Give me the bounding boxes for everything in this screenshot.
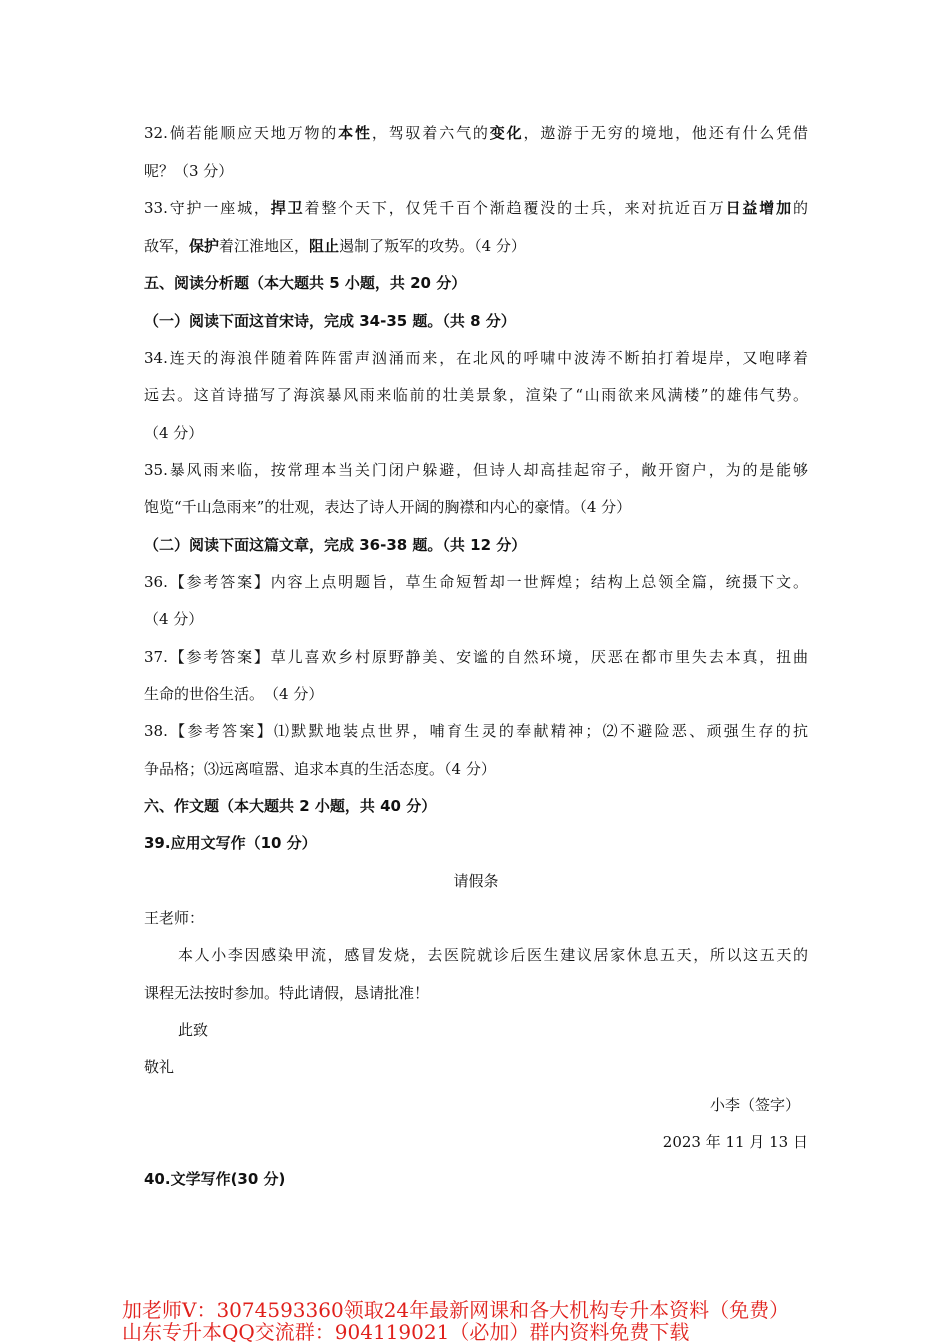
bold-term: 日益增加 (725, 199, 793, 217)
subsection-2-heading: （二）阅读下面这篇文章，完成 36-38 题。（共 12 分） (144, 536, 527, 554)
q34-line1: 34.连天的海浪伴随着阵阵雷声汹涌而来，在北风的呼啸中波涛不断拍打着堤岸，又咆哮着 (144, 349, 808, 367)
text: 的 (792, 199, 808, 217)
section-6-heading: 六、作文题（本大题共 2 小题，共 40 分） (144, 797, 437, 815)
letter-closing-1: 此致 (178, 1021, 209, 1039)
letter-salutation: 王老师： (144, 909, 205, 927)
text: 32.倘若能顺应天地万物的 (144, 124, 339, 142)
q33-line2 (144, 236, 808, 256)
bold-term: 变化 (489, 124, 524, 142)
q34-line2: 远去。这首诗描写了海滨暴风雨来临前的壮美景象，渲染了“山雨欲来风满楼”的雄伟气势。 (144, 386, 808, 404)
letter-body-line1: 本人小李因感染甲流，感冒发烧，去医院就诊后医生建议居家休息五天，所以这五天的 (178, 946, 808, 964)
text: ，遨游于无穷的境地，他还有什么凭借 (523, 124, 808, 142)
bold-term: 阻止 (309, 237, 340, 255)
q32-line1 (144, 123, 808, 143)
bold-term: 捍卫 (270, 199, 305, 217)
footer-ad-line2: 山东专升本QQ交流群：904119021（必加）群内资料免费下载 (122, 1320, 690, 1344)
letter-signature: 小李（签字） (709, 1096, 800, 1114)
q36-line1: 36.【参考答案】内容上点明题旨，草生命短暂却一世辉煌；结构上总领全篇，统摄下文。 (144, 573, 808, 591)
q37-line1: 37.【参考答案】草儿喜欢乡村原野静美、安谧的自然环境，厌恶在都市里失去本真，扭曲 (144, 648, 808, 666)
q35-line2: 饱览“千山急雨来”的壮观，表达了诗人开阔的胸襟和内心的豪情。（4 分） (144, 498, 632, 516)
text: ，驾驭着六气的 (371, 124, 490, 142)
subsection-1-heading: （一）阅读下面这首宋诗，完成 34-35 题。（共 8 分） (144, 312, 516, 330)
q33-line1 (144, 198, 808, 218)
q37-line2: 生命的世俗生活。 （4 分） (144, 685, 324, 703)
q36-line2: （4 分） (144, 610, 204, 628)
q40-heading: 40.文学写作(30 分) (144, 1170, 286, 1188)
text: 着整个天下，仅凭千百个渐趋覆没的士兵，来对抗近百万 (304, 199, 726, 217)
text: 33.守护一座城， (144, 199, 271, 217)
text: 遏制了叛军的攻势。（4 分） (339, 237, 526, 255)
q32-line2: 呢？（3 分） (144, 162, 234, 180)
q38-line1: 38.【参考答案】⑴默默地装点世界，哺育生灵的奉献精神；⑵不避险恶、顽强生存的抗 (144, 722, 808, 740)
letter-closing-2: 敬礼 (144, 1058, 175, 1076)
footer-ad-line1: 加老师V：3074593360领取24年最新网课和各大机构专升本资料（免费） (122, 1298, 790, 1322)
q38-line2: 争品格；⑶远离喧嚣、追求本真的生活态度。（4 分） (144, 760, 496, 778)
text: 着江淮地区， (219, 237, 310, 255)
q39-heading: 39.应用文写作（10 分） (144, 834, 317, 852)
q35-line1: 35.暴风雨来临，按常理本当关门闭户躲避，但诗人却高挂起帘子，敞开窗户，为的是能够 (144, 461, 808, 479)
bold-term: 保护 (189, 237, 220, 255)
letter-title: 请假条 (453, 872, 499, 890)
letter-body-line2: 课程无法按时参加。特此请假，恳请批准！ (144, 984, 430, 1002)
bold-term: 本性 (338, 124, 372, 142)
q34-line3: （4 分） (144, 424, 204, 442)
letter-date: 2023 年 11 月 13 日 (662, 1133, 808, 1151)
text: 敌军， (144, 237, 190, 255)
section-5-heading: 五、阅读分析题（本大题共 5 小题，共 20 分） (144, 274, 467, 292)
